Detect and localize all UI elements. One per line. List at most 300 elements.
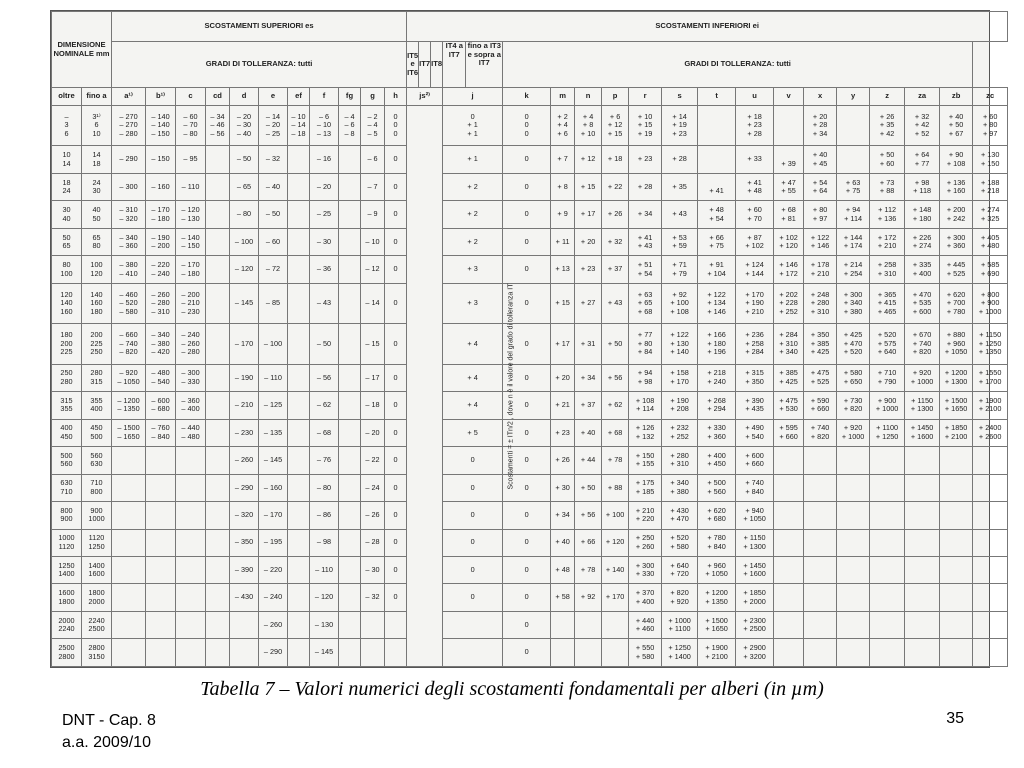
deviation-cell xyxy=(837,611,870,638)
deviation-cell: – 210 xyxy=(230,392,259,419)
deviation-cell: – 36 xyxy=(310,256,339,283)
deviation-cell xyxy=(804,447,837,474)
deviation-cell: – 130 xyxy=(310,611,339,638)
deviation-cell: + 330 + 360 xyxy=(698,419,736,446)
deviation-cell: – 300 xyxy=(112,173,146,200)
deviation-cell: + 4 xyxy=(443,324,503,364)
deviation-cell: + 13 xyxy=(551,256,575,283)
deviation-cell xyxy=(339,283,361,323)
size-cell: 560 630 xyxy=(82,447,112,474)
deviation-cell: – 76 xyxy=(310,447,339,474)
deviation-cell: + 178 + 210 xyxy=(804,256,837,283)
deviation-cell: + 15 xyxy=(575,173,602,200)
deviation-cell: + 48 xyxy=(551,556,575,583)
deviation-cell: + 300 + 340 + 380 xyxy=(837,283,870,323)
deviation-cell: – 120 xyxy=(230,256,259,283)
deviation-cell xyxy=(443,639,503,667)
deviation-cell: 0 xyxy=(385,502,407,529)
deviation-cell: – 2 – 4 – 5 xyxy=(361,106,385,146)
deviation-cell: + 68 xyxy=(602,419,629,446)
deviation-cell: + 2400 + 2600 xyxy=(973,419,1008,446)
deviation-cell xyxy=(905,447,940,474)
size-cell: 315 355 xyxy=(52,392,82,419)
deviation-cell: + 32 xyxy=(602,228,629,255)
header-dimension: DIMENSIONE NOMINALE mm xyxy=(52,12,112,88)
column-header: a¹⁾ xyxy=(112,88,146,106)
column-header: f xyxy=(310,88,339,106)
column-header: j xyxy=(443,88,503,106)
deviation-cell: + 77 + 80 + 84 xyxy=(629,324,662,364)
deviation-cell xyxy=(176,611,206,638)
deviation-cell xyxy=(551,611,575,638)
size-cell: 14 18 xyxy=(82,146,112,173)
deviation-cell: – 17 xyxy=(361,364,385,391)
table-row xyxy=(52,392,1008,419)
column-header: g xyxy=(361,88,385,106)
deviation-cell xyxy=(206,201,230,228)
deviation-cell: + 1150 + 1300 xyxy=(905,392,940,419)
deviation-cell: + 66 xyxy=(575,529,602,556)
deviation-cell xyxy=(339,364,361,391)
deviation-cell: – 6 – 10 – 13 xyxy=(310,106,339,146)
deviation-cell: 0 xyxy=(503,392,551,419)
deviation-cell xyxy=(206,392,230,419)
deviation-cell xyxy=(837,447,870,474)
deviation-cell: + 232 + 252 xyxy=(662,419,698,446)
deviation-cell: – 480 – 540 xyxy=(146,364,176,391)
deviation-cell: + 300 + 360 xyxy=(940,228,973,255)
deviation-cell: – 160 xyxy=(146,173,176,200)
deviation-cell: + 23 xyxy=(575,256,602,283)
size-cell: 450 500 xyxy=(82,419,112,446)
deviation-cell xyxy=(870,474,905,501)
deviation-cell xyxy=(206,256,230,283)
size-cell: 18 24 xyxy=(52,173,82,200)
column-header: y xyxy=(837,88,870,106)
deviation-cell: – 62 xyxy=(310,392,339,419)
size-cell: 355 400 xyxy=(82,392,112,419)
deviation-cell xyxy=(837,146,870,173)
deviation-cell: + 3 xyxy=(443,283,503,323)
deviation-cell: + 218 + 240 xyxy=(698,364,736,391)
deviation-cell: + 590 + 660 xyxy=(804,392,837,419)
deviation-cell: 0 xyxy=(503,639,551,667)
deviation-cell: + 92 xyxy=(575,584,602,611)
deviation-cell xyxy=(339,584,361,611)
tolerance-table xyxy=(51,11,1008,667)
deviation-cell xyxy=(288,392,310,419)
deviation-cell: + 94 + 98 xyxy=(629,364,662,391)
deviation-cell: – 390 xyxy=(230,556,259,583)
size-cell: 140 160 180 xyxy=(82,283,112,323)
column-header: t xyxy=(698,88,736,106)
deviation-cell: 0 xyxy=(443,502,503,529)
deviation-cell xyxy=(385,611,407,638)
deviation-cell: + 188 + 218 xyxy=(973,173,1008,200)
deviation-cell: – 98 xyxy=(310,529,339,556)
deviation-cell: 0 xyxy=(385,447,407,474)
column-header: u xyxy=(736,88,774,106)
deviation-cell: + 62 xyxy=(602,392,629,419)
deviation-cell: + 28 xyxy=(629,173,662,200)
deviation-cell: + 23 xyxy=(551,419,575,446)
footer-page-number: 35 xyxy=(946,710,964,727)
deviation-cell: + 365 + 415 + 465 xyxy=(870,283,905,323)
deviation-cell: + 78 xyxy=(575,556,602,583)
deviation-cell: – 660 – 740 – 820 xyxy=(112,324,146,364)
deviation-cell: 0 xyxy=(443,584,503,611)
table-row xyxy=(52,201,1008,228)
deviation-cell: + 1 xyxy=(443,146,503,173)
deviation-cell: – 440 – 480 xyxy=(176,419,206,446)
deviation-cell xyxy=(837,474,870,501)
deviation-cell: + 1900 + 2100 xyxy=(698,639,736,667)
column-header: n xyxy=(575,88,602,106)
deviation-cell xyxy=(339,474,361,501)
deviation-cell: + 20 xyxy=(575,228,602,255)
deviation-cell xyxy=(973,556,1008,583)
deviation-cell: + 274 + 325 xyxy=(973,201,1008,228)
table-row xyxy=(52,324,1008,364)
deviation-cell xyxy=(870,529,905,556)
deviation-cell xyxy=(837,529,870,556)
deviation-cell: + 140 xyxy=(602,556,629,583)
deviation-cell: – 320 xyxy=(230,502,259,529)
deviation-cell: 0 xyxy=(443,556,503,583)
deviation-cell: + 20 + 28 + 34 xyxy=(804,106,837,146)
deviation-cell: + 1150 + 1250 + 1350 xyxy=(973,324,1008,364)
deviation-cell xyxy=(339,324,361,364)
deviation-cell: + 920 + 1000 xyxy=(837,419,870,446)
deviation-cell: 0 xyxy=(503,146,551,173)
deviation-cell: + 175 + 185 xyxy=(629,474,662,501)
deviation-cell: – 43 xyxy=(310,283,339,323)
deviation-cell xyxy=(575,611,602,638)
table-row xyxy=(52,529,1008,556)
deviation-cell xyxy=(940,639,973,667)
deviation-cell xyxy=(288,173,310,200)
deviation-cell xyxy=(176,529,206,556)
size-cell: 1400 1600 xyxy=(82,556,112,583)
size-cell: 1250 1400 xyxy=(52,556,82,583)
deviation-cell: + 2 xyxy=(443,173,503,200)
deviation-cell: + 166 + 180 + 196 xyxy=(698,324,736,364)
column-header: m xyxy=(551,88,575,106)
deviation-cell: + 48 + 54 xyxy=(698,201,736,228)
deviation-cell xyxy=(940,474,973,501)
deviation-cell: – 60 – 70 – 80 xyxy=(176,106,206,146)
deviation-cell xyxy=(206,529,230,556)
deviation-cell: 0 xyxy=(385,324,407,364)
deviation-cell xyxy=(774,584,804,611)
deviation-cell: + 60 + 70 xyxy=(736,201,774,228)
deviation-cell: + 37 xyxy=(602,256,629,283)
deviation-cell: + 7 xyxy=(551,146,575,173)
deviation-cell: + 41 xyxy=(698,173,736,200)
deviation-cell: – 300 – 330 xyxy=(176,364,206,391)
deviation-cell: + 335 + 400 xyxy=(905,256,940,283)
deviation-cell xyxy=(602,611,629,638)
deviation-cell xyxy=(288,611,310,638)
deviation-cell: + 15 xyxy=(551,283,575,323)
deviation-cell: + 268 + 294 xyxy=(698,392,736,419)
deviation-cell xyxy=(774,611,804,638)
deviation-cell: + 430 + 470 xyxy=(662,502,698,529)
deviation-cell xyxy=(146,584,176,611)
deviation-cell: + 740 + 820 xyxy=(804,419,837,446)
deviation-cell xyxy=(112,447,146,474)
deviation-cell: – 135 xyxy=(259,419,288,446)
deviation-cell: + 940 + 1050 xyxy=(736,502,774,529)
column-header: d xyxy=(230,88,259,106)
header-grade-upto-it3: fino a IT3 e sopra a IT7 xyxy=(467,41,501,68)
deviation-cell: – 110 xyxy=(310,556,339,583)
deviation-cell: + 44 xyxy=(575,447,602,474)
deviation-cell xyxy=(804,529,837,556)
deviation-cell: – 4 – 6 – 8 xyxy=(339,106,361,146)
deviation-cell xyxy=(146,611,176,638)
deviation-cell: + 400 + 450 xyxy=(698,447,736,474)
size-cell: 1000 1120 xyxy=(52,529,82,556)
deviation-cell: – 195 xyxy=(259,529,288,556)
deviation-cell xyxy=(112,529,146,556)
deviation-cell: 0 xyxy=(503,364,551,391)
deviation-cell xyxy=(146,639,176,667)
size-cell: 710 800 xyxy=(82,474,112,501)
deviation-cell: + 2900 + 3200 xyxy=(736,639,774,667)
deviation-cell: – 920 – 1050 xyxy=(112,364,146,391)
deviation-cell: + 1500 + 1650 xyxy=(940,392,973,419)
size-cell: 800 900 xyxy=(52,502,82,529)
deviation-cell: – 14 xyxy=(361,283,385,323)
deviation-cell xyxy=(176,556,206,583)
deviation-cell: + 800 + 900 + 1000 xyxy=(973,283,1008,323)
deviation-cell xyxy=(112,556,146,583)
deviation-cell: – 95 xyxy=(176,146,206,173)
deviation-cell: – 120 – 130 xyxy=(176,201,206,228)
deviation-cell xyxy=(774,447,804,474)
size-cell: 2240 2500 xyxy=(82,611,112,638)
deviation-cell: + 5 xyxy=(443,419,503,446)
deviation-cell xyxy=(973,474,1008,501)
deviation-cell xyxy=(339,447,361,474)
deviation-cell: 0 xyxy=(385,529,407,556)
deviation-cell: + 87 + 102 xyxy=(736,228,774,255)
deviation-cell xyxy=(940,611,973,638)
deviation-cell: + 595 + 660 xyxy=(774,419,804,446)
deviation-cell: – 190 – 200 xyxy=(146,228,176,255)
deviation-cell: – 240 xyxy=(259,584,288,611)
deviation-cell xyxy=(339,639,361,667)
deviation-cell: 0 xyxy=(385,256,407,283)
deviation-cell: + 98 + 118 xyxy=(905,173,940,200)
deviation-cell: – 28 xyxy=(361,529,385,556)
deviation-cell: + 475 + 530 xyxy=(774,392,804,419)
deviation-cell: + 56 xyxy=(575,502,602,529)
deviation-cell: – 170 xyxy=(230,324,259,364)
deviation-cell xyxy=(288,228,310,255)
deviation-cell: 0 xyxy=(503,173,551,200)
size-cell: 80 100 xyxy=(52,256,82,283)
deviation-cell xyxy=(176,474,206,501)
deviation-cell: + 10 + 15 + 19 xyxy=(629,106,662,146)
deviation-cell: – 460 – 520 – 580 xyxy=(112,283,146,323)
deviation-cell xyxy=(837,639,870,667)
deviation-cell xyxy=(288,146,310,173)
deviation-cell: + 2300 + 2500 xyxy=(736,611,774,638)
deviation-cell: – 20 xyxy=(310,173,339,200)
table-row xyxy=(52,584,1008,611)
deviation-cell: + 1850 + 2100 xyxy=(940,419,973,446)
deviation-cell xyxy=(575,639,602,667)
deviation-cell xyxy=(973,502,1008,529)
deviation-cell: + 26 xyxy=(602,201,629,228)
deviation-cell xyxy=(206,556,230,583)
deviation-cell: + 250 + 260 xyxy=(629,529,662,556)
deviation-cell: + 2 xyxy=(443,228,503,255)
deviation-cell: + 202 + 228 + 252 xyxy=(774,283,804,323)
deviation-cell xyxy=(804,502,837,529)
deviation-cell xyxy=(837,502,870,529)
deviation-cell: + 43 xyxy=(602,283,629,323)
deviation-cell: – 15 xyxy=(361,324,385,364)
deviation-cell: – 34 – 46 – 56 xyxy=(206,106,230,146)
deviation-cell xyxy=(905,584,940,611)
size-cell: 65 80 xyxy=(82,228,112,255)
header-grades-j xyxy=(407,42,443,88)
deviation-cell xyxy=(837,584,870,611)
deviation-cell: + 1250 + 1400 xyxy=(662,639,698,667)
deviation-cell: 0 0 0 xyxy=(503,106,551,146)
deviation-cell: – 145 xyxy=(310,639,339,667)
deviation-cell: + 210 + 220 xyxy=(629,502,662,529)
size-cell: 3¹⁾ 6 10 xyxy=(82,106,112,146)
deviation-cell xyxy=(230,639,259,667)
deviation-cell: + 520 + 580 xyxy=(662,529,698,556)
deviation-cell xyxy=(112,502,146,529)
deviation-cell xyxy=(774,556,804,583)
deviation-cell xyxy=(288,364,310,391)
deviation-cell xyxy=(940,447,973,474)
deviation-cell: – 18 xyxy=(361,392,385,419)
table-row xyxy=(52,639,1008,667)
deviation-cell: + 315 + 350 xyxy=(736,364,774,391)
js-note-text: Scostamenti = ± ITn/2 , dove n è il valore del grado di tolleranza IT xyxy=(507,283,515,489)
deviation-cell: 0 xyxy=(503,324,551,364)
deviation-cell xyxy=(206,611,230,638)
deviation-cell: 0 xyxy=(503,447,551,474)
deviation-cell xyxy=(288,201,310,228)
deviation-cell: + 53 + 59 xyxy=(662,228,698,255)
deviation-cell xyxy=(698,146,736,173)
deviation-cell xyxy=(288,324,310,364)
deviation-cell: – 65 xyxy=(230,173,259,200)
deviation-cell xyxy=(288,529,310,556)
deviation-cell xyxy=(176,639,206,667)
deviation-cell: + 200 + 242 xyxy=(940,201,973,228)
header-grade-it7: IT7 xyxy=(419,42,431,87)
deviation-cell: + 600 + 660 xyxy=(736,447,774,474)
deviation-cell xyxy=(339,529,361,556)
deviation-cell: + 90 + 108 xyxy=(940,146,973,173)
table-row xyxy=(52,173,1008,200)
deviation-cell: – 32 xyxy=(259,146,288,173)
deviation-cell: – 290 xyxy=(230,474,259,501)
deviation-cell: + 4 xyxy=(443,364,503,391)
deviation-cell: + 17 xyxy=(551,324,575,364)
deviation-cell xyxy=(837,106,870,146)
deviation-cell: – 145 xyxy=(259,447,288,474)
deviation-cell: – 150 xyxy=(146,146,176,173)
deviation-cell: + 12 xyxy=(575,146,602,173)
deviation-cell xyxy=(973,639,1008,667)
column-header: s xyxy=(662,88,698,106)
deviation-cell: + 4 + 8 + 10 xyxy=(575,106,602,146)
deviation-cell: + 112 + 136 xyxy=(870,201,905,228)
deviation-cell: + 390 + 435 xyxy=(736,392,774,419)
deviation-cell xyxy=(288,502,310,529)
deviation-cell: 0 xyxy=(385,584,407,611)
deviation-cell: – 16 xyxy=(310,146,339,173)
size-cell: 250 280 xyxy=(52,364,82,391)
deviation-cell: + 585 + 690 xyxy=(973,256,1008,283)
deviation-cell: – 10 – 14 – 18 xyxy=(288,106,310,146)
footer-course: DNT - Cap. 8 a.a. 2009/10 xyxy=(62,712,156,751)
deviation-cell: + 122 + 130 + 140 xyxy=(662,324,698,364)
deviation-cell: + 470 + 535 + 600 xyxy=(905,283,940,323)
deviation-cell xyxy=(361,639,385,667)
deviation-cell xyxy=(774,474,804,501)
deviation-cell: + 1500 + 1650 xyxy=(698,611,736,638)
deviation-cell xyxy=(870,502,905,529)
deviation-cell: + 520 + 575 + 640 xyxy=(870,324,905,364)
deviation-cell: + 960 + 1050 xyxy=(698,556,736,583)
deviation-cell: + 64 + 77 xyxy=(905,146,940,173)
header-grade-it8: IT8 xyxy=(431,59,443,69)
table-row xyxy=(52,146,1008,173)
deviation-cell: 0 xyxy=(385,392,407,419)
deviation-cell xyxy=(905,474,940,501)
deviation-cell: + 445 + 525 xyxy=(940,256,973,283)
deviation-cell xyxy=(112,611,146,638)
deviation-cell xyxy=(774,529,804,556)
deviation-cell xyxy=(206,283,230,323)
deviation-cell xyxy=(774,502,804,529)
deviation-cell: + 34 xyxy=(551,502,575,529)
deviation-cell: + 26 + 35 + 42 xyxy=(870,106,905,146)
deviation-cell: + 31 xyxy=(575,324,602,364)
deviation-cell: – 190 xyxy=(230,364,259,391)
deviation-cell: + 54 + 64 xyxy=(804,173,837,200)
deviation-cell: – 220 – 240 xyxy=(146,256,176,283)
deviation-cell: + 150 + 155 xyxy=(629,447,662,474)
column-header: x xyxy=(804,88,837,106)
deviation-cell: 0 xyxy=(503,256,551,283)
column-header: z xyxy=(870,88,905,106)
deviation-cell: + 620 + 680 xyxy=(698,502,736,529)
size-cell: 280 315 xyxy=(82,364,112,391)
deviation-cell: + 50 + 60 xyxy=(870,146,905,173)
deviation-cell: + 50 xyxy=(602,324,629,364)
deviation-cell: + 26 xyxy=(551,447,575,474)
deviation-cell xyxy=(804,611,837,638)
deviation-cell: + 94 + 114 xyxy=(837,201,870,228)
deviation-cell: + 405 + 480 xyxy=(973,228,1008,255)
deviation-cell: + 340 + 380 xyxy=(662,474,698,501)
deviation-cell xyxy=(905,639,940,667)
deviation-cell: – 26 xyxy=(361,502,385,529)
deviation-cell: + 780 + 840 xyxy=(698,529,736,556)
